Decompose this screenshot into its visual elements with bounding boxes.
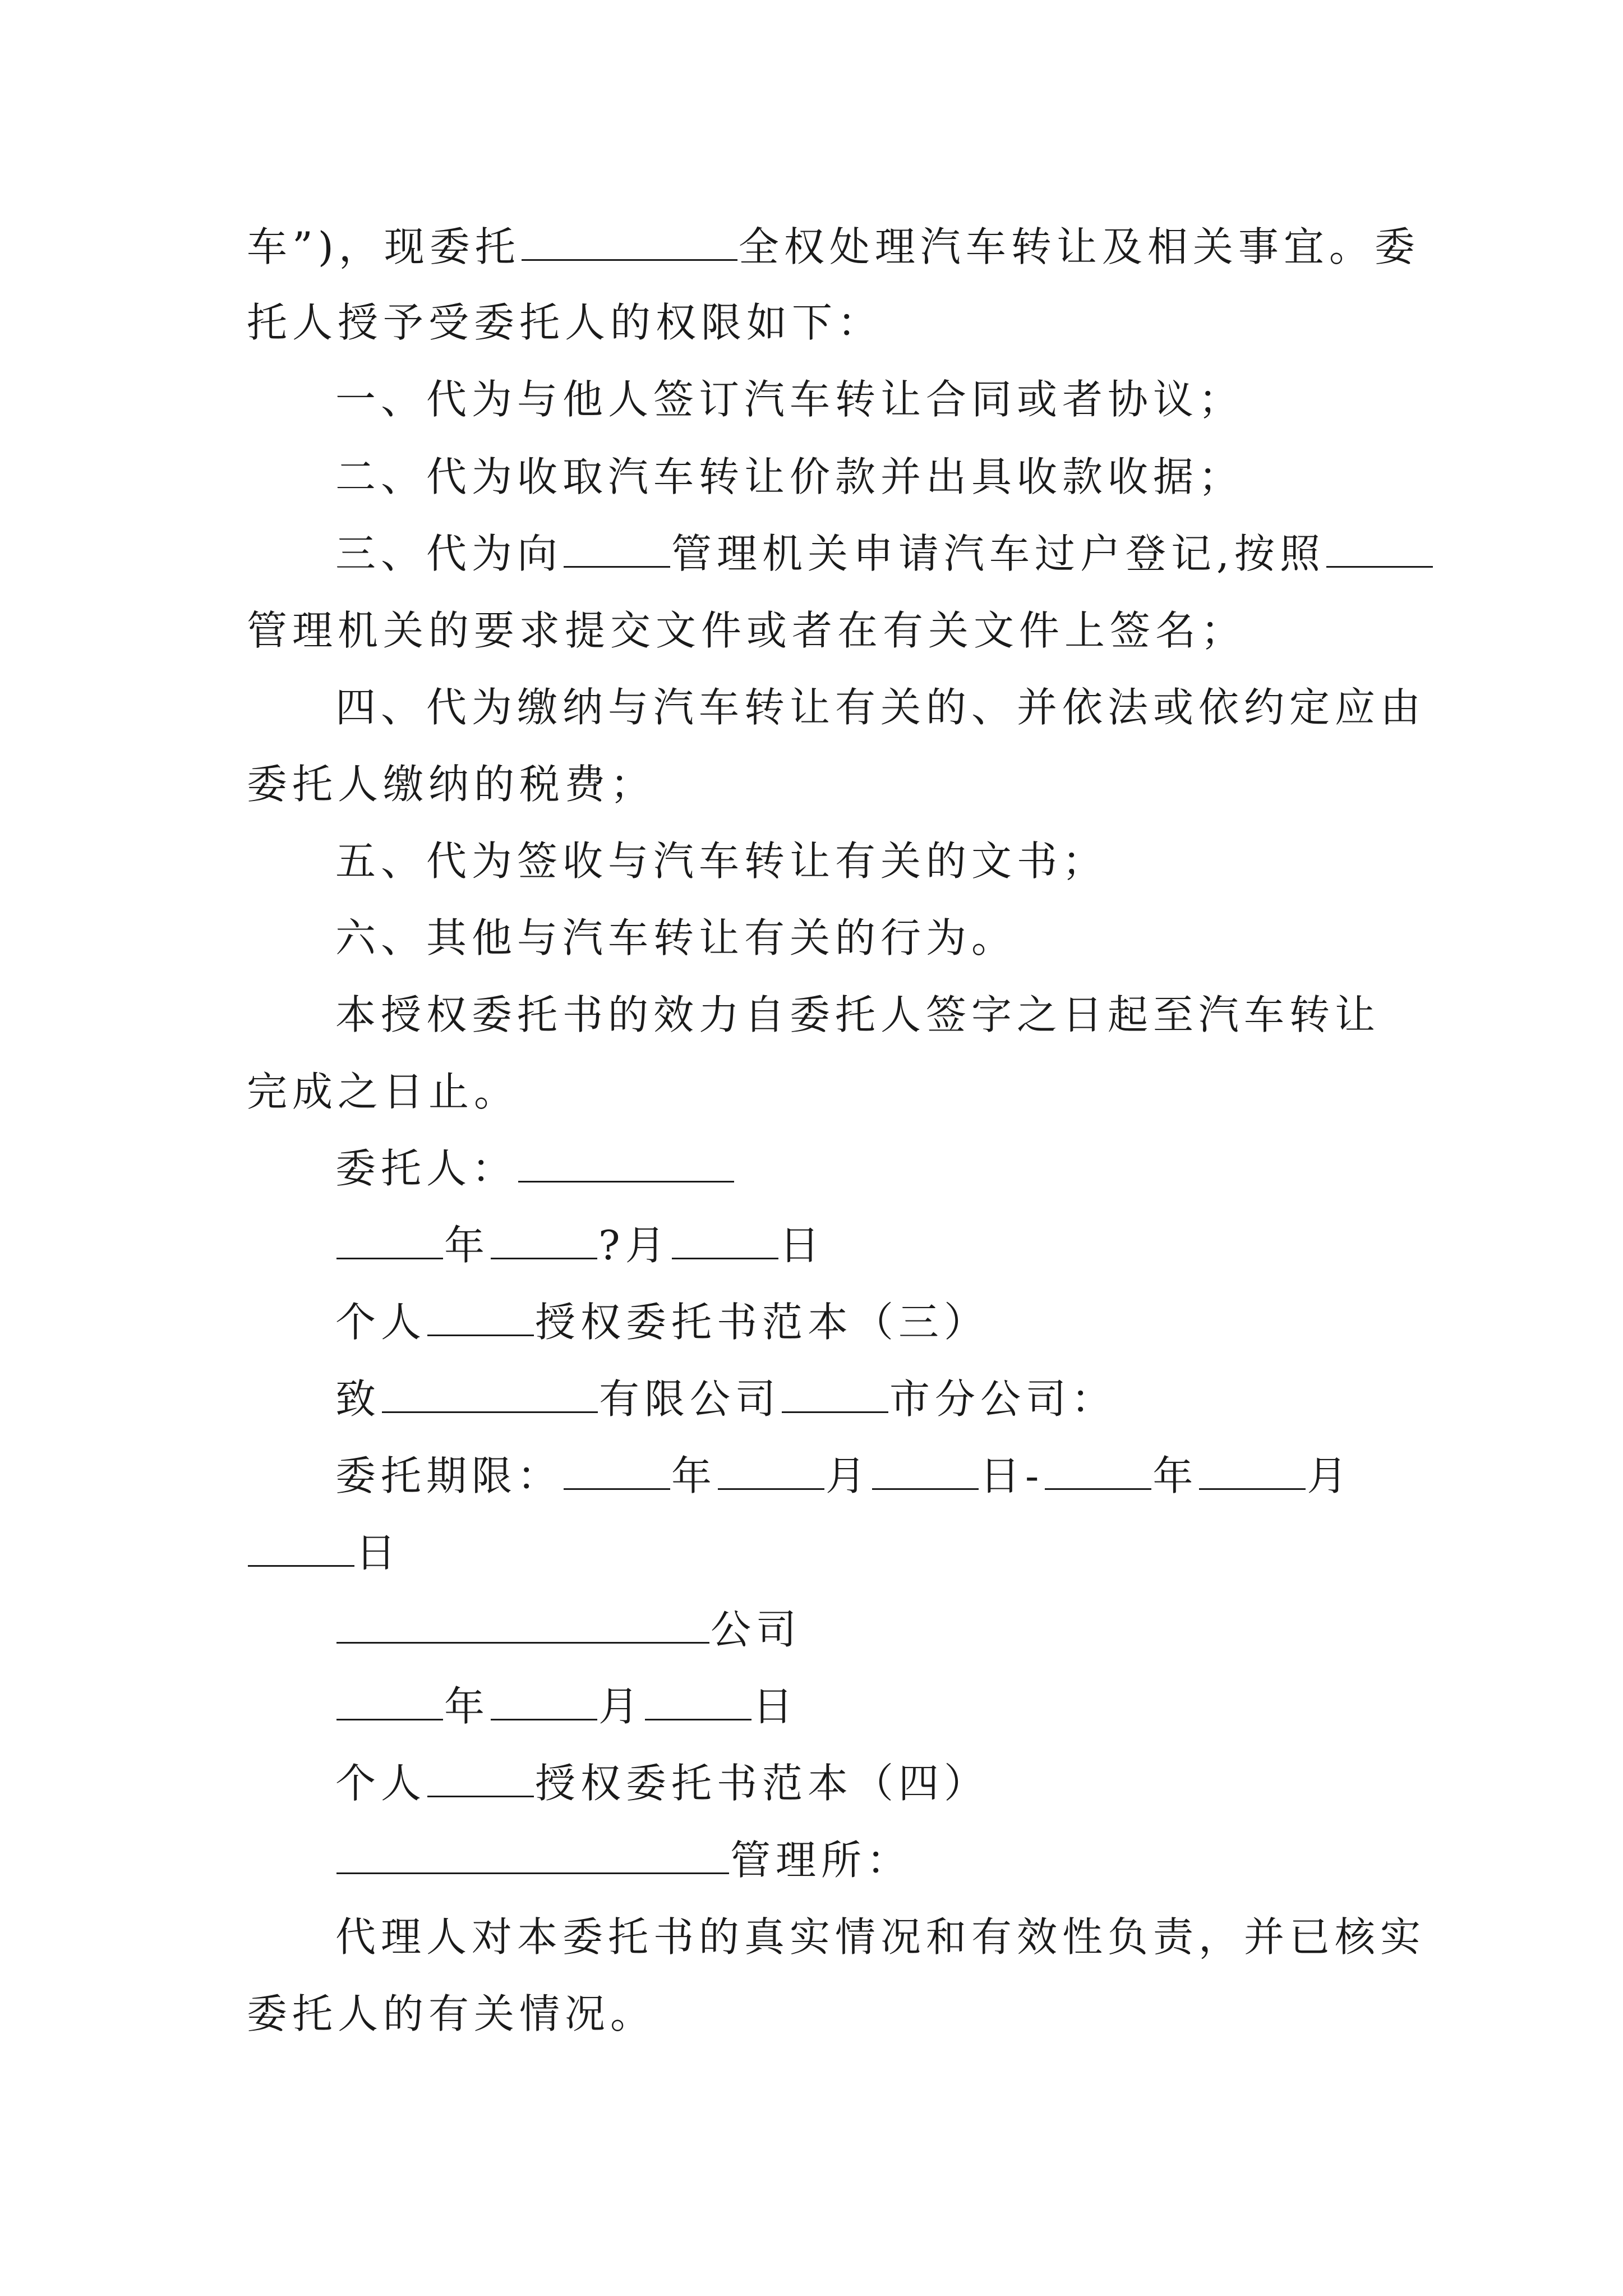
text-segment: 管理机关申请汽车过户登记,按照 xyxy=(671,530,1325,577)
text-segment: 车”)，现委托 xyxy=(247,223,520,270)
paragraph-line xyxy=(335,1906,1485,1968)
fill-in-blank xyxy=(491,1224,597,1259)
text-segment: 月 xyxy=(598,1683,644,1730)
paragraph-line xyxy=(335,984,1485,1046)
text-segment: 个人 xyxy=(335,1299,427,1346)
fill-in-blank xyxy=(645,1685,751,1720)
text-segment: 三、代为向 xyxy=(335,530,563,577)
text-segment: 授权委托书范本（三） xyxy=(535,1299,990,1346)
text-segment: 六、其他与汽车转让有关的行为。 xyxy=(335,914,1017,961)
text-segment: 管理所： xyxy=(730,1837,912,1884)
text-segment: 委托人缴纳的税费； xyxy=(247,761,656,808)
text-segment: 委托期限： xyxy=(335,1452,563,1499)
fill-in-blank xyxy=(427,1762,534,1797)
text-segment: 授权委托书范本（四） xyxy=(535,1760,990,1807)
fill-in-blank xyxy=(564,532,670,568)
signature-line xyxy=(335,1138,1485,1199)
paragraph-line xyxy=(335,446,1485,508)
fill-in-blank xyxy=(1199,1455,1306,1490)
text-segment: ?月 xyxy=(598,1222,671,1269)
term-line-continued xyxy=(247,1522,1396,1584)
text-segment: 全权处理汽车转让及相关事宜。委 xyxy=(738,223,1420,270)
text-segment: 四、代为缴纳与汽车转让有关的、并依法或依约定应由 xyxy=(335,684,1426,731)
paragraph-line xyxy=(335,369,1485,430)
fill-in-blank xyxy=(522,226,737,261)
fill-in-blank xyxy=(382,1378,598,1413)
text-segment: 日- xyxy=(980,1452,1044,1499)
text-segment: 托人授予受委托人的权限如下： xyxy=(247,299,883,346)
paragraph-line xyxy=(335,523,1485,585)
text-segment: 日 xyxy=(356,1529,402,1576)
text-segment: 有限公司 xyxy=(599,1375,781,1423)
fill-in-blank xyxy=(718,1455,824,1490)
fill-in-blank xyxy=(872,1455,979,1490)
fill-in-blank xyxy=(427,1301,534,1336)
paragraph-line xyxy=(247,1983,1396,2045)
paragraph-line xyxy=(247,292,1396,353)
fill-in-blank xyxy=(564,1455,670,1490)
fill-in-blank xyxy=(336,1608,709,1644)
text-segment: 年 xyxy=(444,1683,490,1730)
fill-in-blank xyxy=(491,1685,597,1720)
paragraph-line xyxy=(335,907,1485,969)
fill-in-blank xyxy=(336,1224,443,1259)
section-heading xyxy=(335,1752,1485,1814)
date-line xyxy=(335,1676,1485,1737)
text-segment: 年 xyxy=(671,1452,717,1499)
addressee-line xyxy=(335,1368,1485,1430)
text-segment: 日 xyxy=(753,1683,799,1730)
addressee-line xyxy=(335,1829,1485,1891)
fill-in-blank xyxy=(518,1147,734,1182)
text-segment: 本授权委托书的效力自委托人签字之日起至汽车转让 xyxy=(335,991,1381,1038)
paragraph-line xyxy=(247,1061,1396,1122)
text-segment: 二、代为收取汽车转让价款并出具收款收据； xyxy=(335,453,1244,500)
text-segment: 五、代为签收与汽车转让有关的文书； xyxy=(335,838,1108,885)
fill-in-blank xyxy=(782,1378,888,1413)
paragraph-line xyxy=(335,677,1485,738)
text-segment: 月 xyxy=(1307,1452,1353,1499)
text-segment: 代理人对本委托书的真实情况和有效性负责，并已核实 xyxy=(335,1913,1426,1961)
date-line xyxy=(335,1214,1485,1276)
fill-in-blank xyxy=(248,1531,354,1567)
fill-in-blank xyxy=(1326,532,1433,568)
text-segment: 管理机关的要求提交文件或者在有关文件上签名； xyxy=(247,607,1247,654)
fill-in-blank xyxy=(336,1685,443,1720)
text-segment: 致 xyxy=(335,1375,381,1423)
text-segment: 完成之日止。 xyxy=(247,1068,520,1115)
fill-in-blank xyxy=(1045,1455,1151,1490)
paragraph-line xyxy=(335,830,1485,892)
paragraph-line xyxy=(247,753,1396,815)
text-segment: 市分公司： xyxy=(889,1375,1117,1423)
paragraph-line xyxy=(247,600,1396,661)
text-segment: 年 xyxy=(444,1222,490,1269)
fill-in-blank xyxy=(672,1224,778,1259)
text-segment: 委托人： xyxy=(335,1145,518,1192)
paragraph-line xyxy=(247,216,1420,278)
text-segment: 个人 xyxy=(335,1760,427,1807)
text-segment: 日 xyxy=(779,1222,825,1269)
fill-in-blank xyxy=(336,1839,729,1874)
text-segment: 月 xyxy=(826,1452,872,1499)
company-signature-line xyxy=(335,1599,1485,1660)
term-line xyxy=(335,1445,1485,1507)
section-heading xyxy=(335,1291,1485,1353)
text-segment: 公司 xyxy=(711,1606,802,1653)
text-segment: 年 xyxy=(1152,1452,1198,1499)
text-segment: 委托人的有关情况。 xyxy=(247,1990,656,2037)
text-segment: 一、代为与他人签订汽车转让合同或者协议； xyxy=(335,376,1244,423)
